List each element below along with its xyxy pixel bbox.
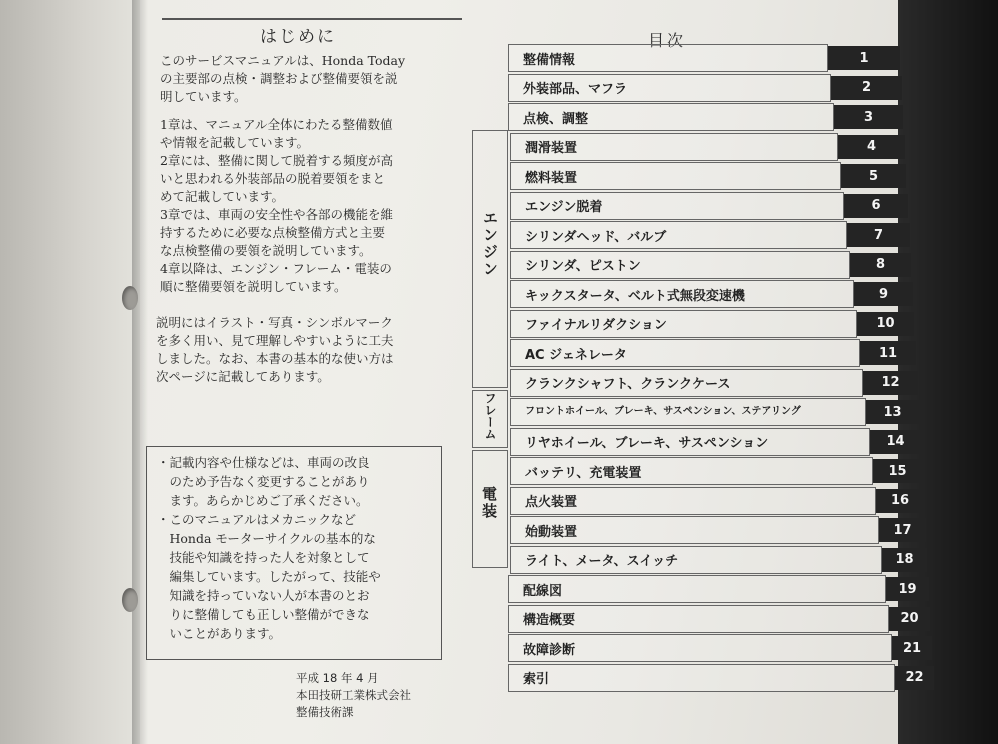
toc-item-label: AC ジェネレータ [525,347,627,363]
publish-date: 平成 18 年 4 月 [296,671,379,685]
chapter-number-tab: 3 [834,105,903,129]
usage-line: しました。なお、本書の基本的な使い方は [156,351,394,366]
chapter-number-tab: 12 [863,371,918,395]
chapter-number-tab: 1 [828,46,900,70]
intro-line: 3章では、車両の安全性や各部の機能を維 [160,207,393,222]
chapter-number-tab: 11 [860,341,916,365]
toc-item-label: 燃料装置 [525,170,578,186]
toc-item [510,192,844,220]
toc-item-label: 配線図 [523,583,563,599]
toc-item-label: 索引 [523,672,550,687]
toc-item-label: ライト、メータ、スイッチ [525,554,679,569]
chapter-number-tab: 20 [889,607,930,631]
notice-line: ・このマニュアルはメカニックなど [157,512,357,527]
toc-group-engine-label: エンジン [481,210,499,278]
toc-item [510,162,841,190]
toc-item-label: エンジン脱着 [525,200,603,215]
toc-item [508,664,895,692]
toc-item-label: 点検、調整 [523,111,589,127]
intro-line: いと思われる外装部品の脱着要領をまと [160,171,386,186]
notice-line: のため予告なく変更することがあり [157,474,370,489]
chapter-number-tab: 16 [876,489,924,513]
chapter-number-tab: 4 [838,135,905,159]
toc-item [510,546,882,574]
previous-page-edge [0,0,140,744]
chapter-number-tab: 21 [892,636,932,660]
toc-item [510,428,870,456]
intro-body [160,52,460,296]
chapter-number-tab: 8 [850,253,911,277]
chapter-number-tab: 9 [854,282,913,306]
toc-item-label: 構造概要 [523,613,576,628]
intro-line: 4章以降は、エンジン・フレーム・電装の [160,261,392,276]
intro-line: めて記載しています。 [160,189,285,204]
notice-line: 知識を持っていない人が本書のとお [157,588,370,603]
publisher-name: 本田技研工業株式会社 [296,688,411,702]
toc-item-label: 故障診断 [523,642,576,658]
intro-line [160,106,460,116]
intro-line: このサービスマニュアルは、Honda Today [160,53,406,68]
toc-item-label: 点火装置 [525,495,578,510]
chapter-number-tab: 7 [847,223,910,247]
toc-item [510,310,857,338]
notice-line: ます。あらかじめご了承ください。 [157,493,369,508]
toc-item [510,487,876,515]
toc-group-frame-label: フレーム [483,392,497,440]
toc-item-label: シリンダ、ピストン [525,259,641,274]
toc-item [508,44,828,72]
chapter-number-tab: 17 [879,518,926,542]
intro-line: な点検整備の要領を説明しています。 [160,243,372,258]
toc-item [508,634,892,662]
usage-line: 次ページに記載してあります。 [156,369,330,384]
intro-line: 順に整備要領を説明しています。 [160,279,347,294]
notice-line: いことがあります。 [157,626,282,641]
intro-title: はじめに [260,27,336,47]
toc-item-label: 潤滑装置 [525,141,578,156]
notice-line: 編集しています。したがって、技能や [157,569,381,584]
toc-item [508,605,889,633]
binder-hole-bottom [122,588,138,612]
toc-item-label: シリンダヘッド、バルブ [525,229,667,245]
header-rule [162,18,462,20]
chapter-number-tab: 19 [886,577,929,601]
toc-item-label: 始動装置 [525,524,578,540]
publisher-dept: 整備技術課 [296,705,354,719]
toc-item [510,280,854,308]
usage-paragraph [156,314,466,386]
intro-line: 明しています。 [160,89,247,104]
usage-line: 説明にはイラスト・写真・シンボルマーク [156,315,393,330]
intro-line: 2章には、整備に関して脱着する頻度が高 [160,153,393,168]
toc-item [510,251,850,279]
chapter-number-tab: 13 [866,400,919,424]
usage-line: を多く用い、見て理解しやすいように工夫 [156,333,394,348]
notice-box [146,446,442,660]
toc-item [510,457,873,485]
toc-item-label: フロントホイール、ブレーキ、サスペンション、ステアリング [525,406,801,417]
toc-item [510,133,838,161]
chapter-number-tab: 14 [870,430,921,454]
toc-item-label: バッテリ、充電装置 [525,465,642,481]
publisher-footer [296,670,411,721]
toc-item [508,103,834,131]
toc-item [510,369,863,397]
toc-item [508,74,831,102]
notice-line: りに整備しても正しい整備ができな [157,607,370,622]
toc-item-label: キックスタータ、ベルト式無段変速機 [525,288,745,304]
toc-item [510,398,866,426]
toc-item-label: クランクシャフト、クランクケース [525,377,731,392]
intro-line: 1章は、マニュアル全体にわたる整備数値 [160,117,393,132]
toc-item-label: 外装部品、マフラ [523,82,628,97]
toc-item [510,339,860,367]
chapter-number-tab: 5 [841,164,906,188]
chapter-number-tab: 2 [831,76,902,100]
toc-item-label: リヤホイール、ブレーキ、サスペンション [525,436,769,451]
chapter-number-tab: 6 [844,194,908,218]
notice-line: ・記載内容や仕様などは、車両の改良 [157,455,370,470]
notice-line: 技能や知識を持った人を対象として [157,550,370,565]
intro-line: の主要部の点検・調整および整備要領を説 [160,71,398,86]
toc-group-electric-label: 電装 [480,486,498,520]
toc-title: 目次 [648,31,687,50]
toc-item [508,575,886,603]
chapter-number-tab: 10 [857,312,914,336]
toc-item-label: 整備情報 [523,52,576,68]
intro-line: や情報を記載しています。 [160,135,310,150]
chapter-number-tab: 18 [882,548,927,572]
binder-hole-top [122,286,138,310]
notice-line: Honda モーターサイクルの基本的な [157,531,376,546]
toc-item-label: ファイナルリダクション [525,318,667,333]
chapter-number-tab: 22 [895,666,934,690]
intro-line: 持するために必要な点検整備方式と主要 [160,225,386,240]
chapter-number-tab: 15 [873,459,922,483]
toc-item [510,516,879,544]
toc-item [510,221,847,249]
